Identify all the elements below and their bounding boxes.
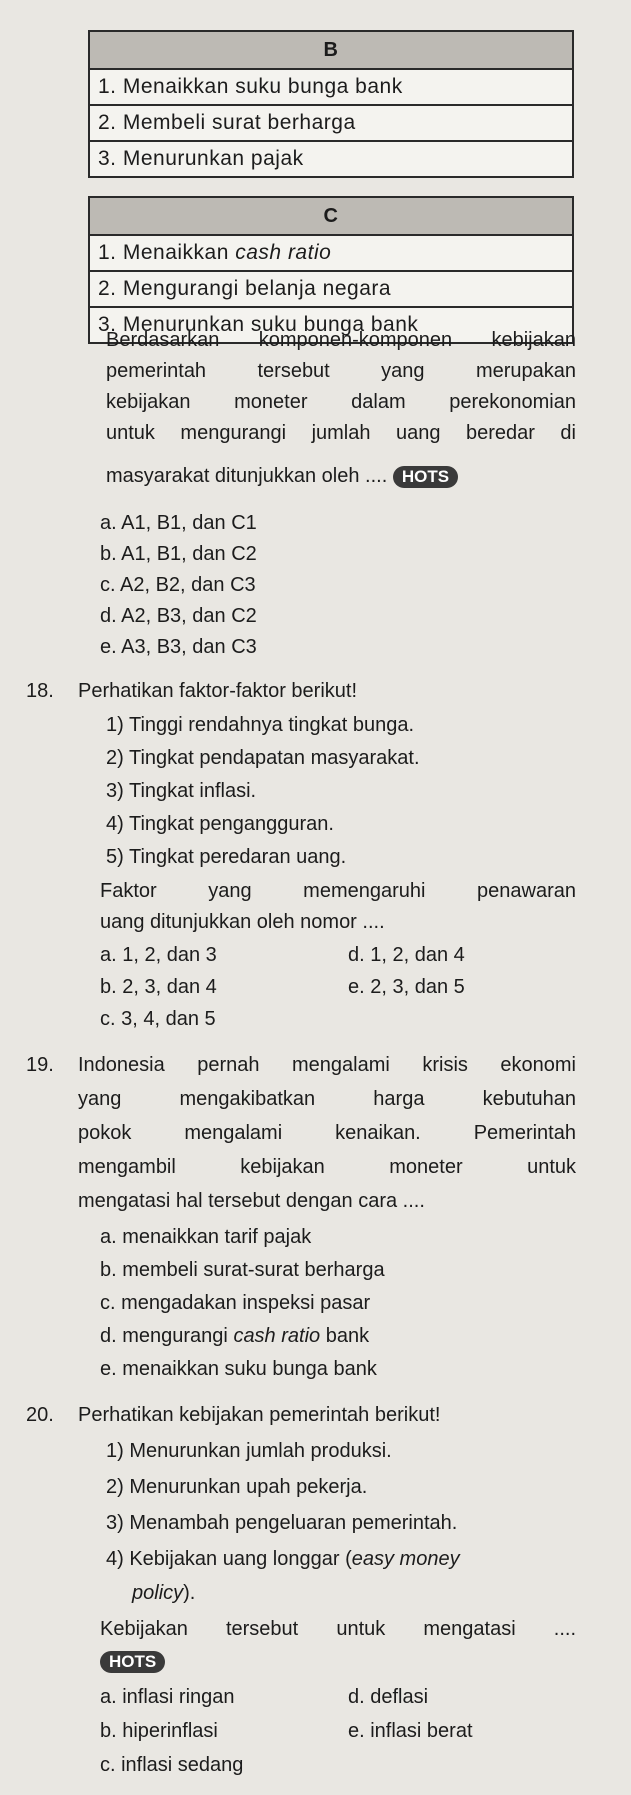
q17-line: Berdasarkan komponen-komponen kebijakan <box>106 329 576 351</box>
q19-option-a: a. menaikkan tarif pajak <box>100 1226 312 1248</box>
q18-option-a: a. 1, 2, dan 3 <box>100 944 217 966</box>
q19-number: 19. <box>26 1054 54 1076</box>
table-b-row: 2. Membeli surat berharga <box>89 105 573 141</box>
q20-item: 1) Menurunkan jumlah produksi. <box>106 1440 392 1462</box>
q20-option-b: b. hiperinflasi <box>100 1720 218 1742</box>
q18-option-d: d. 1, 2, dan 4 <box>348 944 465 966</box>
q17-option-a: a. A1, B1, dan C1 <box>100 512 257 534</box>
q18-item: 4) Tingkat pengangguran. <box>106 813 334 835</box>
table-c-row: 1. Menaikkan cash ratio <box>89 235 573 271</box>
hots-badge: HOTS <box>393 466 458 488</box>
q17-line: kebijakan moneter dalam perekonomian <box>106 391 576 413</box>
table-c <box>88 196 574 344</box>
q17-line: pemerintah tersebut yang merupakan <box>106 360 576 382</box>
q19-line: yang mengakibatkan harga kebutuhan <box>78 1088 576 1110</box>
q20-title: Perhatikan kebijakan pemerintah berikut! <box>78 1404 441 1426</box>
table-c-row: 2. Mengurangi belanja negara <box>89 271 573 307</box>
q18-title: Perhatikan faktor-faktor berikut! <box>78 680 358 702</box>
q19-line: pokok mengalami kenaikan. Pemerintah <box>78 1122 576 1144</box>
q18-number: 18. <box>26 680 54 702</box>
q19-line: Indonesia pernah mengalami krisis ekonomi <box>78 1054 576 1076</box>
table-b-row: 3. Menurunkan pajak <box>89 141 573 177</box>
q20-option-e: e. inflasi berat <box>348 1720 473 1742</box>
q20-item: 3) Menambah pengeluaran pemerintah. <box>106 1512 458 1534</box>
q18-option-e: e. 2, 3, dan 5 <box>348 976 465 998</box>
hots-badge: HOTS <box>100 1651 165 1673</box>
q17-option-d: d. A2, B3, dan C2 <box>100 605 257 627</box>
table-b-header: B <box>89 31 573 69</box>
q18-item: 3) Tingkat inflasi. <box>106 780 257 802</box>
q20-option-d: d. deflasi <box>348 1686 429 1708</box>
q20-item: 2) Menurunkan upah pekerja. <box>106 1476 368 1498</box>
q19-option-e: e. menaikkan suku bunga bank <box>100 1358 377 1380</box>
q17-line: untuk mengurangi jumlah uang beredar di <box>106 422 576 444</box>
q20-option-a: a. inflasi ringan <box>100 1686 235 1708</box>
q18-item: 2) Tingkat pendapatan masyarakat. <box>106 747 420 769</box>
q18-item: 5) Tingkat peredaran uang. <box>106 846 347 868</box>
q17-option-b: b. A1, B1, dan C2 <box>100 543 257 565</box>
q19-option-c: c. mengadakan inspeksi pasar <box>100 1292 371 1314</box>
q20-question: Kebijakan tersebut untuk mengatasi .... <box>100 1618 576 1640</box>
q19-option-b: b. membeli surat-surat berharga <box>100 1259 385 1281</box>
q18-question: uang ditunjukkan oleh nomor .... <box>100 911 385 933</box>
q19-option-d: d. mengurangi cash ratio bank <box>100 1325 370 1347</box>
table-c-header: C <box>89 197 573 235</box>
q17-option-c: c. A2, B2, dan C3 <box>100 574 256 596</box>
q20-option-c: c. inflasi sedang <box>100 1754 244 1776</box>
q17-option-e: e. A3, B3, dan C3 <box>100 636 257 658</box>
q20-hots <box>100 1646 165 1677</box>
q18-option-b: b. 2, 3, dan 4 <box>100 976 217 998</box>
q20-item-cont: policy). <box>132 1582 196 1604</box>
q20-item: 4) Kebijakan uang longgar (easy money <box>106 1548 460 1570</box>
q19-line: mengatasi hal tersebut dengan cara .... <box>78 1190 425 1212</box>
q20-number: 20. <box>26 1404 54 1426</box>
q18-option-c: c. 3, 4, dan 5 <box>100 1008 216 1030</box>
table-b <box>88 30 574 178</box>
q18-item: 1) Tinggi rendahnya tingkat bunga. <box>106 714 414 736</box>
q18-question: Faktor yang memengaruhi penawaran <box>100 880 576 902</box>
table-b-row: 1. Menaikkan suku bunga bank <box>89 69 573 105</box>
table-c-row: 3. Menurunkan suku bunga bank <box>89 307 573 343</box>
q17-line: masyarakat ditunjukkan oleh .... HOTS <box>106 461 576 492</box>
q19-line: mengambil kebijakan moneter untuk <box>78 1156 576 1178</box>
